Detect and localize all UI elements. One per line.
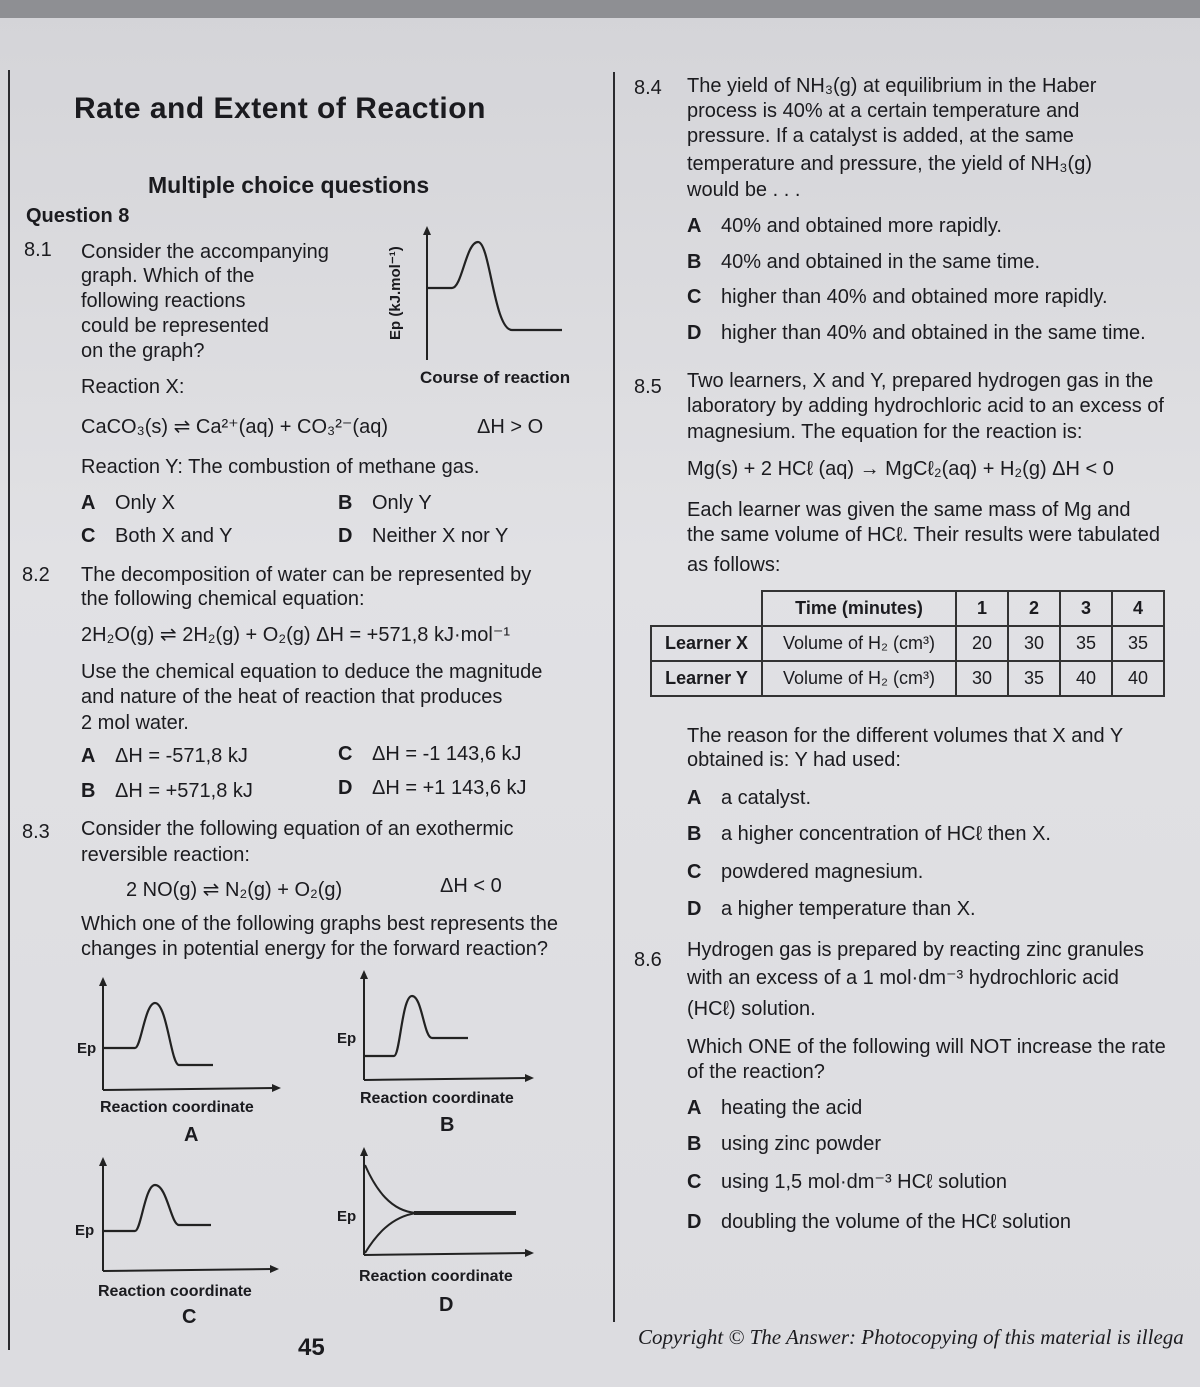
- q81-number: 8.1: [24, 239, 52, 261]
- q82-line-4: and nature of the heat of reaction that produces: [81, 686, 503, 708]
- q81-xlabel: Course of reaction: [420, 368, 571, 387]
- q84-number: 8.4: [634, 77, 662, 99]
- q82-option-b-text: ΔH = +571,8 kJ: [115, 780, 253, 802]
- q81-option-a-text: Only X: [115, 492, 176, 514]
- q81-option-a-letter: A: [81, 492, 96, 514]
- q84-line-2: process is 40% at a certain temperature and: [687, 100, 1080, 122]
- q81-line-1: Consider the accompanying: [81, 241, 329, 263]
- q82-option-d-letter: D: [338, 777, 353, 799]
- q81-line-5: on the graph?: [81, 340, 205, 362]
- q84-line-1: The yield of NH₃(g) at equilibrium in the Haber: [687, 75, 1097, 97]
- q85-option-c-text: powdered magnesium.: [721, 861, 924, 883]
- graph-d-curve-lower: [365, 1213, 416, 1253]
- table-cell: 40: [1112, 661, 1164, 696]
- q84-option-d-text: higher than 40% and obtained in the same time.: [721, 322, 1146, 344]
- page-title: Rate and Extent of Reaction: [74, 92, 486, 125]
- q81-reaction-x-label: Reaction X:: [81, 376, 185, 398]
- q83-number: 8.3: [22, 821, 50, 843]
- q81-option-b-text: Only Y: [372, 492, 432, 514]
- q86-option-b: [687, 1132, 881, 1156]
- graph-b-curve: [365, 996, 468, 1056]
- q83-graph-d: [336, 1145, 541, 1263]
- q81-reaction-y: Reaction Y: The combustion of methane gas.: [81, 456, 480, 478]
- table-cell: 40: [1060, 661, 1112, 696]
- q85-line-5: the same volume of HCℓ. Their results were tabulated: [687, 524, 1160, 546]
- graph-d-x-axis: [364, 1253, 528, 1255]
- q82-option-c-text: ΔH = -1 143,6 kJ: [372, 743, 522, 765]
- q86-option-a-text: heating the acid: [721, 1097, 863, 1119]
- q81-option-b: [338, 491, 432, 515]
- q84-option-a-text: 40% and obtained more rapidly.: [721, 215, 1002, 237]
- q86-option-d-text: doubling the volume of the HCℓ solution: [721, 1211, 1072, 1233]
- q86-option-b-text: using zinc powder: [721, 1133, 882, 1155]
- graph-c-xlabel: Reaction coordinate: [98, 1283, 252, 1300]
- graph-d-x-arrow: [525, 1249, 534, 1257]
- q85-option-b-letter: B: [687, 823, 702, 845]
- q86-option-b-letter: B: [687, 1133, 702, 1155]
- q84-option-b: [687, 250, 1040, 274]
- q81-option-c: [81, 524, 233, 548]
- graph-c-x-arrow: [270, 1265, 279, 1273]
- q86-number: 8.6: [634, 949, 662, 971]
- q86-line-1: Hydrogen gas is prepared by reacting zinc granules: [687, 939, 1144, 961]
- q82-number: 8.2: [22, 564, 50, 586]
- q85-line-4: Each learner was given the same mass of Mg and: [687, 499, 1131, 521]
- q82-line-2: the following chemical equation:: [81, 588, 365, 610]
- q84-option-d-letter: D: [687, 322, 702, 344]
- top-edge: [0, 0, 1200, 18]
- left-margin-line: [8, 70, 10, 1350]
- q83-line-3: Which one of the following graphs best represents the: [81, 913, 558, 935]
- q81-option-d-letter: D: [338, 525, 353, 547]
- q84-option-b-text: 40% and obtained in the same time.: [721, 251, 1041, 273]
- q83-graph-a: [75, 975, 285, 1095]
- q82-option-a-text: ΔH = -571,8 kJ: [115, 745, 248, 767]
- q86-option-d: [687, 1210, 1071, 1234]
- q81-option-a: [81, 491, 175, 515]
- q86-option-d-letter: D: [687, 1211, 702, 1233]
- graph-b-ep-label: Ep: [337, 1030, 357, 1047]
- q85-line-8: obtained is: Y had used:: [687, 749, 901, 771]
- graph-a-xlabel: Reaction coordinate: [100, 1099, 254, 1116]
- q83-graph-b: [336, 968, 541, 1086]
- table-learner-x: Learner X: [651, 626, 762, 661]
- q84-option-c: [687, 285, 1108, 309]
- graph-b-y-arrow: [360, 970, 368, 979]
- q81-line-3: following reactions: [81, 290, 246, 312]
- q82-option-b: [81, 779, 253, 803]
- table-header-label: Time (minutes): [762, 591, 956, 626]
- q85-option-b-text: a higher concentration of HCℓ then X.: [721, 823, 1051, 845]
- q85-option-d-text: a higher temperature than X.: [721, 898, 976, 920]
- q85-option-a-text: a catalyst.: [721, 787, 812, 809]
- q84-option-b-letter: B: [687, 251, 702, 273]
- graph-a-y-arrow: [99, 977, 107, 986]
- q86-option-c: [687, 1170, 1007, 1194]
- q84-option-c-text: higher than 40% and obtained more rapidly.: [721, 286, 1108, 308]
- q84-option-d: [687, 321, 1146, 345]
- q81-option-d: [338, 524, 508, 548]
- q81-option-c-letter: C: [81, 525, 96, 547]
- q84-option-a: [687, 214, 1002, 238]
- q84-line-4: temperature and pressure, the yield of NH₃(g): [687, 153, 1092, 175]
- q85-equation: Mg(s) + 2 HCℓ (aq) → MgCℓ₂(aq) + H₂(g) ΔH < 0: [687, 458, 1114, 480]
- q81-line-4: could be represented: [81, 315, 269, 337]
- graph-b-x-arrow: [525, 1074, 534, 1082]
- q85-option-c: [687, 860, 923, 884]
- table-quantity-y: Volume of H₂ (cm³): [762, 661, 956, 696]
- graph-b-xlabel: Reaction coordinate: [360, 1090, 514, 1107]
- q86-line-3: (HCℓ) solution.: [687, 998, 816, 1020]
- table-cell: 20: [956, 626, 1008, 661]
- q83-graph-c: [75, 1155, 285, 1275]
- q81-y-arrow: [423, 226, 431, 235]
- column-divider: [613, 72, 615, 1322]
- q85-number: 8.5: [634, 376, 662, 398]
- table-time-4: 4: [1112, 591, 1164, 626]
- q86-option-a-letter: A: [687, 1097, 702, 1119]
- q81-reaction-x-dh: ΔH > O: [477, 416, 544, 438]
- q83-line-4: changes in potential energy for the forward reaction?: [81, 938, 548, 960]
- page-number: 45: [298, 1334, 325, 1361]
- q81-option-c-text: Both X and Y: [115, 525, 233, 547]
- q85-results-table: [650, 590, 1165, 697]
- graph-d-curve-upper: [365, 1165, 516, 1213]
- q82-line-1: The decomposition of water can be represented by: [81, 564, 532, 586]
- table-cell: 35: [1008, 661, 1060, 696]
- q81-reaction-x-equation: CaCO₃(s) ⇌ Ca²⁺(aq) + CO₃²⁻(aq): [81, 416, 388, 438]
- table-header-row: [651, 591, 1164, 626]
- graph-d-xlabel: Reaction coordinate: [359, 1268, 513, 1285]
- q81-line-2: graph. Which of the: [81, 265, 255, 287]
- graph-a-x-arrow: [272, 1084, 281, 1092]
- table-row: [651, 626, 1164, 661]
- q86-line-2: with an excess of a 1 mol·dm⁻³ hydrochloric acid: [687, 967, 1119, 989]
- q82-line-3: Use the chemical equation to deduce the magnitude: [81, 661, 543, 683]
- graph-d-ep-label: Ep: [337, 1208, 357, 1225]
- graph-d-letter: D: [439, 1294, 454, 1316]
- table-row: [651, 661, 1164, 696]
- q82-option-d: [338, 776, 527, 800]
- q84-option-a-letter: A: [687, 215, 702, 237]
- graph-c-ep-label: Ep: [75, 1222, 95, 1239]
- q86-line-4: Which ONE of the following will NOT increase the rate: [687, 1036, 1166, 1058]
- q83-dh: ΔH < 0: [440, 875, 502, 897]
- q85-line-2: laboratory by adding hydrochloric acid to an excess of: [687, 395, 1164, 417]
- table-learner-y: Learner Y: [651, 661, 762, 696]
- graph-a-x-axis: [103, 1088, 275, 1090]
- table-quantity-x: Volume of H₂ (cm³): [762, 626, 956, 661]
- q81-ylabel: Ep (kJ.mol⁻¹): [387, 246, 404, 340]
- question-heading: Question 8: [26, 205, 130, 227]
- q82-option-b-letter: B: [81, 780, 96, 802]
- q83-line-2: reversible reaction:: [81, 844, 250, 866]
- graph-b-x-axis: [364, 1078, 528, 1080]
- graph-c-letter: C: [182, 1306, 197, 1328]
- q81-option-b-letter: B: [338, 492, 353, 514]
- table-time-3: 3: [1060, 591, 1112, 626]
- graph-d-y-arrow: [360, 1147, 368, 1156]
- q86-option-c-letter: C: [687, 1171, 702, 1193]
- q82-option-a-letter: A: [81, 745, 96, 767]
- table-cell: 30: [956, 661, 1008, 696]
- q85-option-c-letter: C: [687, 861, 702, 883]
- q84-line-5: would be . . .: [687, 179, 801, 201]
- q85-option-d: [687, 897, 976, 921]
- q85-option-a: [687, 786, 811, 810]
- table-cell: 30: [1008, 626, 1060, 661]
- copyright-notice: Copyright © The Answer: Photocopying of this material is illega: [638, 1325, 1184, 1349]
- table-corner: [651, 591, 762, 626]
- q85-line-1: Two learners, X and Y, prepared hydrogen gas in the: [687, 370, 1154, 392]
- q85-line-6: as follows:: [687, 554, 781, 576]
- q85-option-a-letter: A: [687, 787, 702, 809]
- section-subtitle: Multiple choice questions: [148, 172, 430, 198]
- q86-option-a: [687, 1096, 862, 1120]
- q86-option-c-text: using 1,5 mol·dm⁻³ HCℓ solution: [721, 1171, 1008, 1193]
- q81-energy-graph: [390, 222, 590, 367]
- q82-option-a: [81, 744, 248, 768]
- q81-option-d-text: Neither X nor Y: [372, 525, 509, 547]
- q85-option-d-letter: D: [687, 898, 702, 920]
- q82-line-5: 2 mol water.: [81, 712, 189, 734]
- graph-c-y-arrow: [99, 1157, 107, 1166]
- q82-option-c: [338, 742, 522, 766]
- graph-a-letter: A: [184, 1124, 199, 1146]
- table-time-2: 2: [1008, 591, 1060, 626]
- table-time-1: 1: [956, 591, 1008, 626]
- graph-a-ep-label: Ep: [77, 1040, 97, 1057]
- q82-option-d-text: ΔH = +1 143,6 kJ: [372, 777, 527, 799]
- q84-option-c-letter: C: [687, 286, 702, 308]
- graph-c-x-axis: [103, 1269, 273, 1271]
- q82-option-c-letter: C: [338, 743, 353, 765]
- graph-c-curve: [104, 1185, 211, 1231]
- q81-energy-curve: [428, 242, 562, 330]
- q86-line-5: of the reaction?: [687, 1061, 825, 1083]
- q83-line-1: Consider the following equation of an exothermic: [81, 818, 514, 840]
- q84-line-3: pressure. If a catalyst is added, at the same: [687, 125, 1074, 147]
- q82-equation: 2H₂O(g) ⇌ 2H₂(g) + O₂(g) ΔH = +571,8 kJ·mol⁻¹: [81, 624, 511, 646]
- graph-b-letter: B: [440, 1114, 455, 1136]
- q85-option-b: [687, 822, 1051, 846]
- q85-line-7: The reason for the different volumes that X and Y: [687, 725, 1124, 747]
- graph-a-curve: [104, 1003, 213, 1065]
- table-cell: 35: [1112, 626, 1164, 661]
- q85-line-3: magnesium. The equation for the reaction is:: [687, 421, 1083, 443]
- q83-equation: 2 NO(g) ⇌ N₂(g) + O₂(g): [126, 879, 343, 901]
- table-cell: 35: [1060, 626, 1112, 661]
